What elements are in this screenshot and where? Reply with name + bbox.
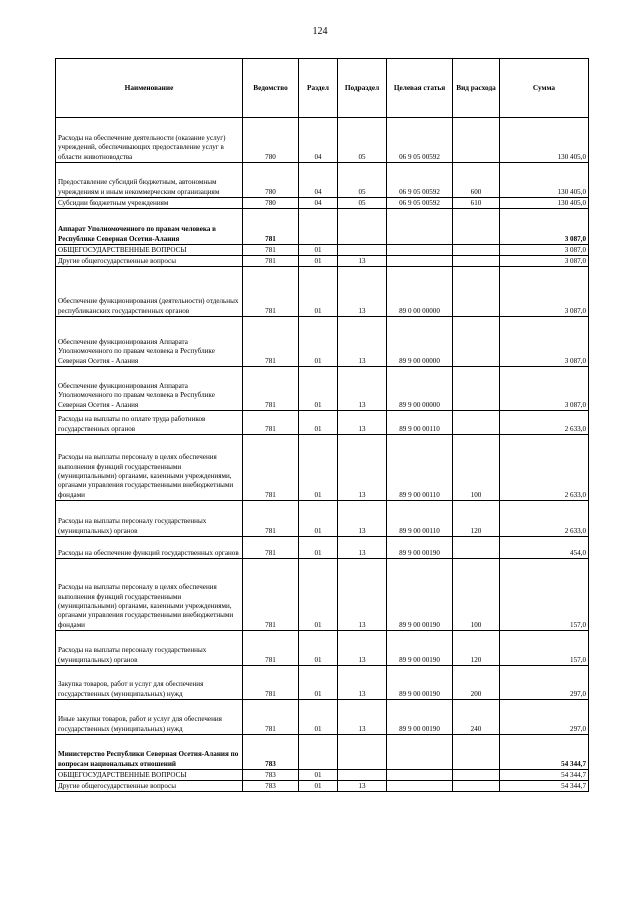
cell-subsection: 13 [338,367,387,411]
cell-target [387,245,453,256]
cell-dept: 781 [243,537,299,559]
cell-name: Закупка товаров, работ и услуг для обеспечения государственных (муниципальных) нужд [56,666,243,700]
cell-dept: 781 [243,700,299,735]
cell-target [387,781,453,792]
cell-sum: 130 405,0 [500,163,589,198]
table-body [56,118,589,792]
cell-type: 100 [453,435,500,501]
cell-subsection: 05 [338,163,387,198]
cell-name: Расходы на выплаты персоналу в целях обеспечения выполнения функций государственными (муниципальными) органами, казенными учреждениями, органами управления государственными внебюджетными фондами [56,435,243,501]
cell-section: 01 [299,267,338,317]
cell-sum: 297,0 [500,666,589,700]
cell-section: 01 [299,435,338,501]
cell-section: 01 [299,781,338,792]
cell-target: 89 9 00 00000 [387,317,453,367]
cell-name: Субсидии бюджетным учреждениям [56,198,243,209]
cell-target: 89 9 00 00110 [387,501,453,537]
table-row [56,267,589,317]
cell-subsection: 13 [338,501,387,537]
header-type: Вид расхода [453,59,500,118]
cell-section: 04 [299,163,338,198]
cell-dept: 780 [243,118,299,163]
cell-type [453,317,500,367]
cell-type [453,770,500,781]
table-row [56,700,589,735]
cell-subsection [338,735,387,770]
cell-subsection: 13 [338,435,387,501]
table-row [56,537,589,559]
cell-sum: 157,0 [500,559,589,631]
cell-section [299,209,338,245]
cell-dept: 781 [243,317,299,367]
header-dept: Ведомство [243,59,299,118]
cell-sum: 54 344,7 [500,770,589,781]
cell-section: 01 [299,559,338,631]
table-row [56,435,589,501]
cell-target: 89 9 00 00190 [387,666,453,700]
cell-sum: 3 087,0 [500,209,589,245]
table-row [56,781,589,792]
cell-sum: 2 633,0 [500,411,589,435]
table-row [56,198,589,209]
cell-type [453,118,500,163]
cell-section: 01 [299,245,338,256]
cell-subsection: 13 [338,700,387,735]
cell-section: 04 [299,198,338,209]
cell-section: 01 [299,666,338,700]
cell-type [453,367,500,411]
table-row [56,770,589,781]
cell-subsection: 13 [338,559,387,631]
table-row [56,256,589,267]
cell-target: 89 9 00 00110 [387,435,453,501]
cell-name: Расходы на обеспечение функций государственных органов [56,537,243,559]
cell-dept: 781 [243,411,299,435]
cell-name: Другие общегосударственные вопросы [56,256,243,267]
cell-sum: 3 087,0 [500,256,589,267]
cell-target: 89 0 00 00000 [387,267,453,317]
table-row [56,501,589,537]
cell-dept: 781 [243,559,299,631]
cell-sum: 297,0 [500,700,589,735]
cell-type: 610 [453,198,500,209]
cell-type [453,245,500,256]
cell-sum: 54 344,7 [500,781,589,792]
cell-dept: 783 [243,770,299,781]
cell-subsection: 13 [338,537,387,559]
cell-type: 100 [453,559,500,631]
cell-sum: 3 087,0 [500,317,589,367]
cell-dept: 781 [243,435,299,501]
cell-subsection [338,770,387,781]
cell-target [387,256,453,267]
table-header-row [56,59,589,118]
cell-name: Аппарат Уполномоченного по правам человека в Республике Северная Осетия-Алания [56,209,243,245]
cell-dept: 781 [243,209,299,245]
cell-subsection: 13 [338,781,387,792]
cell-section: 01 [299,770,338,781]
cell-name: Иные закупки товаров, работ и услуг для обеспечения государственных (муниципальных) нужд [56,700,243,735]
cell-section: 01 [299,256,338,267]
table-row [56,666,589,700]
cell-name: Обеспечение функционирования Аппарата Уполномоченного по правам человека в Республике Северная Осетия - Алания [56,317,243,367]
cell-type: 240 [453,700,500,735]
table-row [56,163,589,198]
cell-sum: 454,0 [500,537,589,559]
cell-name: ОБЩЕГОСУДАРСТВЕННЫЕ ВОПРОСЫ [56,770,243,781]
cell-sum: 130 405,0 [500,198,589,209]
cell-dept: 781 [243,631,299,666]
cell-dept: 781 [243,666,299,700]
cell-target: 06 9 05 00592 [387,163,453,198]
cell-dept: 781 [243,367,299,411]
header-sum: Сумма [500,59,589,118]
cell-name: Обеспечение функционирования Аппарата Уполномоченного по правам человека в Республике Северная Осетия - Алания [56,367,243,411]
cell-section: 01 [299,501,338,537]
table-row [56,631,589,666]
cell-type: 600 [453,163,500,198]
cell-section [299,735,338,770]
header-subsection: Подраздел [338,59,387,118]
cell-target: 89 9 00 00190 [387,631,453,666]
cell-section: 01 [299,700,338,735]
cell-target: 89 9 00 00190 [387,700,453,735]
cell-target: 89 9 00 00190 [387,559,453,631]
cell-target: 06 9 05 00592 [387,118,453,163]
cell-sum: 54 344,7 [500,735,589,770]
cell-type: 200 [453,666,500,700]
cell-section: 04 [299,118,338,163]
cell-type [453,781,500,792]
cell-target [387,735,453,770]
cell-target [387,209,453,245]
cell-name: Расходы на выплаты персоналу в целях обеспечения выполнения функций государственными (муниципальными) органами, казенными учреждениями, органами управления государственными внебюджетными фондами [56,559,243,631]
cell-target: 89 9 00 00110 [387,411,453,435]
cell-dept: 783 [243,735,299,770]
cell-target: 06 9 05 00592 [387,198,453,209]
cell-dept: 780 [243,198,299,209]
cell-dept: 783 [243,781,299,792]
table-row [56,735,589,770]
cell-dept: 780 [243,163,299,198]
table-row [56,317,589,367]
table-row [56,559,589,631]
cell-dept: 781 [243,256,299,267]
cell-section: 01 [299,317,338,367]
table-row [56,209,589,245]
cell-section: 01 [299,411,338,435]
cell-name: Расходы на выплаты персоналу государственных (муниципальных) органов [56,631,243,666]
cell-subsection [338,245,387,256]
page-number: 124 [312,26,328,37]
cell-section: 01 [299,367,338,411]
cell-dept: 781 [243,501,299,537]
cell-name: Расходы на выплаты персоналу государственных (муниципальных) органов [56,501,243,537]
cell-sum: 157,0 [500,631,589,666]
cell-name: Министерство Республики Северная Осетия-Алания по вопросам национальных отношений [56,735,243,770]
cell-name: ОБЩЕГОСУДАРСТВЕННЫЕ ВОПРОСЫ [56,245,243,256]
cell-sum: 3 087,0 [500,367,589,411]
cell-subsection: 13 [338,631,387,666]
header-section: Раздел [299,59,338,118]
header-name: Наименование [56,59,243,118]
cell-type: 120 [453,501,500,537]
cell-target: 89 9 00 00000 [387,367,453,411]
cell-name: Предоставление субсидий бюджетным, автономным учреждениям и иным некоммерческим организациям [56,163,243,198]
cell-sum: 130 405,0 [500,118,589,163]
table-row [56,411,589,435]
table-row [56,118,589,163]
cell-section: 01 [299,631,338,666]
header-target: Целевая статья [387,59,453,118]
cell-subsection: 13 [338,317,387,367]
cell-subsection: 05 [338,118,387,163]
cell-type: 120 [453,631,500,666]
cell-type [453,256,500,267]
cell-target: 89 9 00 00190 [387,537,453,559]
cell-name: Обеспечение функционирования (деятельности) отдельных республиканских государственных органов [56,267,243,317]
cell-subsection: 13 [338,267,387,317]
cell-name: Расходы на обеспечение деятельности (оказание услуг) учреждений, обеспечивающих предоставление услуг в области животноводства [56,118,243,163]
cell-subsection: 13 [338,666,387,700]
cell-sum: 2 633,0 [500,435,589,501]
cell-type [453,735,500,770]
cell-target [387,770,453,781]
cell-name: Другие общегосударственные вопросы [56,781,243,792]
cell-subsection: 05 [338,198,387,209]
cell-subsection [338,209,387,245]
cell-dept: 781 [243,245,299,256]
budget-table [55,58,589,792]
cell-section: 01 [299,537,338,559]
cell-subsection: 13 [338,256,387,267]
cell-type [453,267,500,317]
cell-type [453,537,500,559]
table-row [56,367,589,411]
table-row [56,245,589,256]
cell-type [453,411,500,435]
cell-sum: 2 633,0 [500,501,589,537]
cell-sum: 3 087,0 [500,245,589,256]
cell-type [453,209,500,245]
cell-name: Расходы на выплаты по оплате труда работников государственных органов [56,411,243,435]
cell-sum: 3 087,0 [500,267,589,317]
cell-subsection: 13 [338,411,387,435]
cell-dept: 781 [243,267,299,317]
